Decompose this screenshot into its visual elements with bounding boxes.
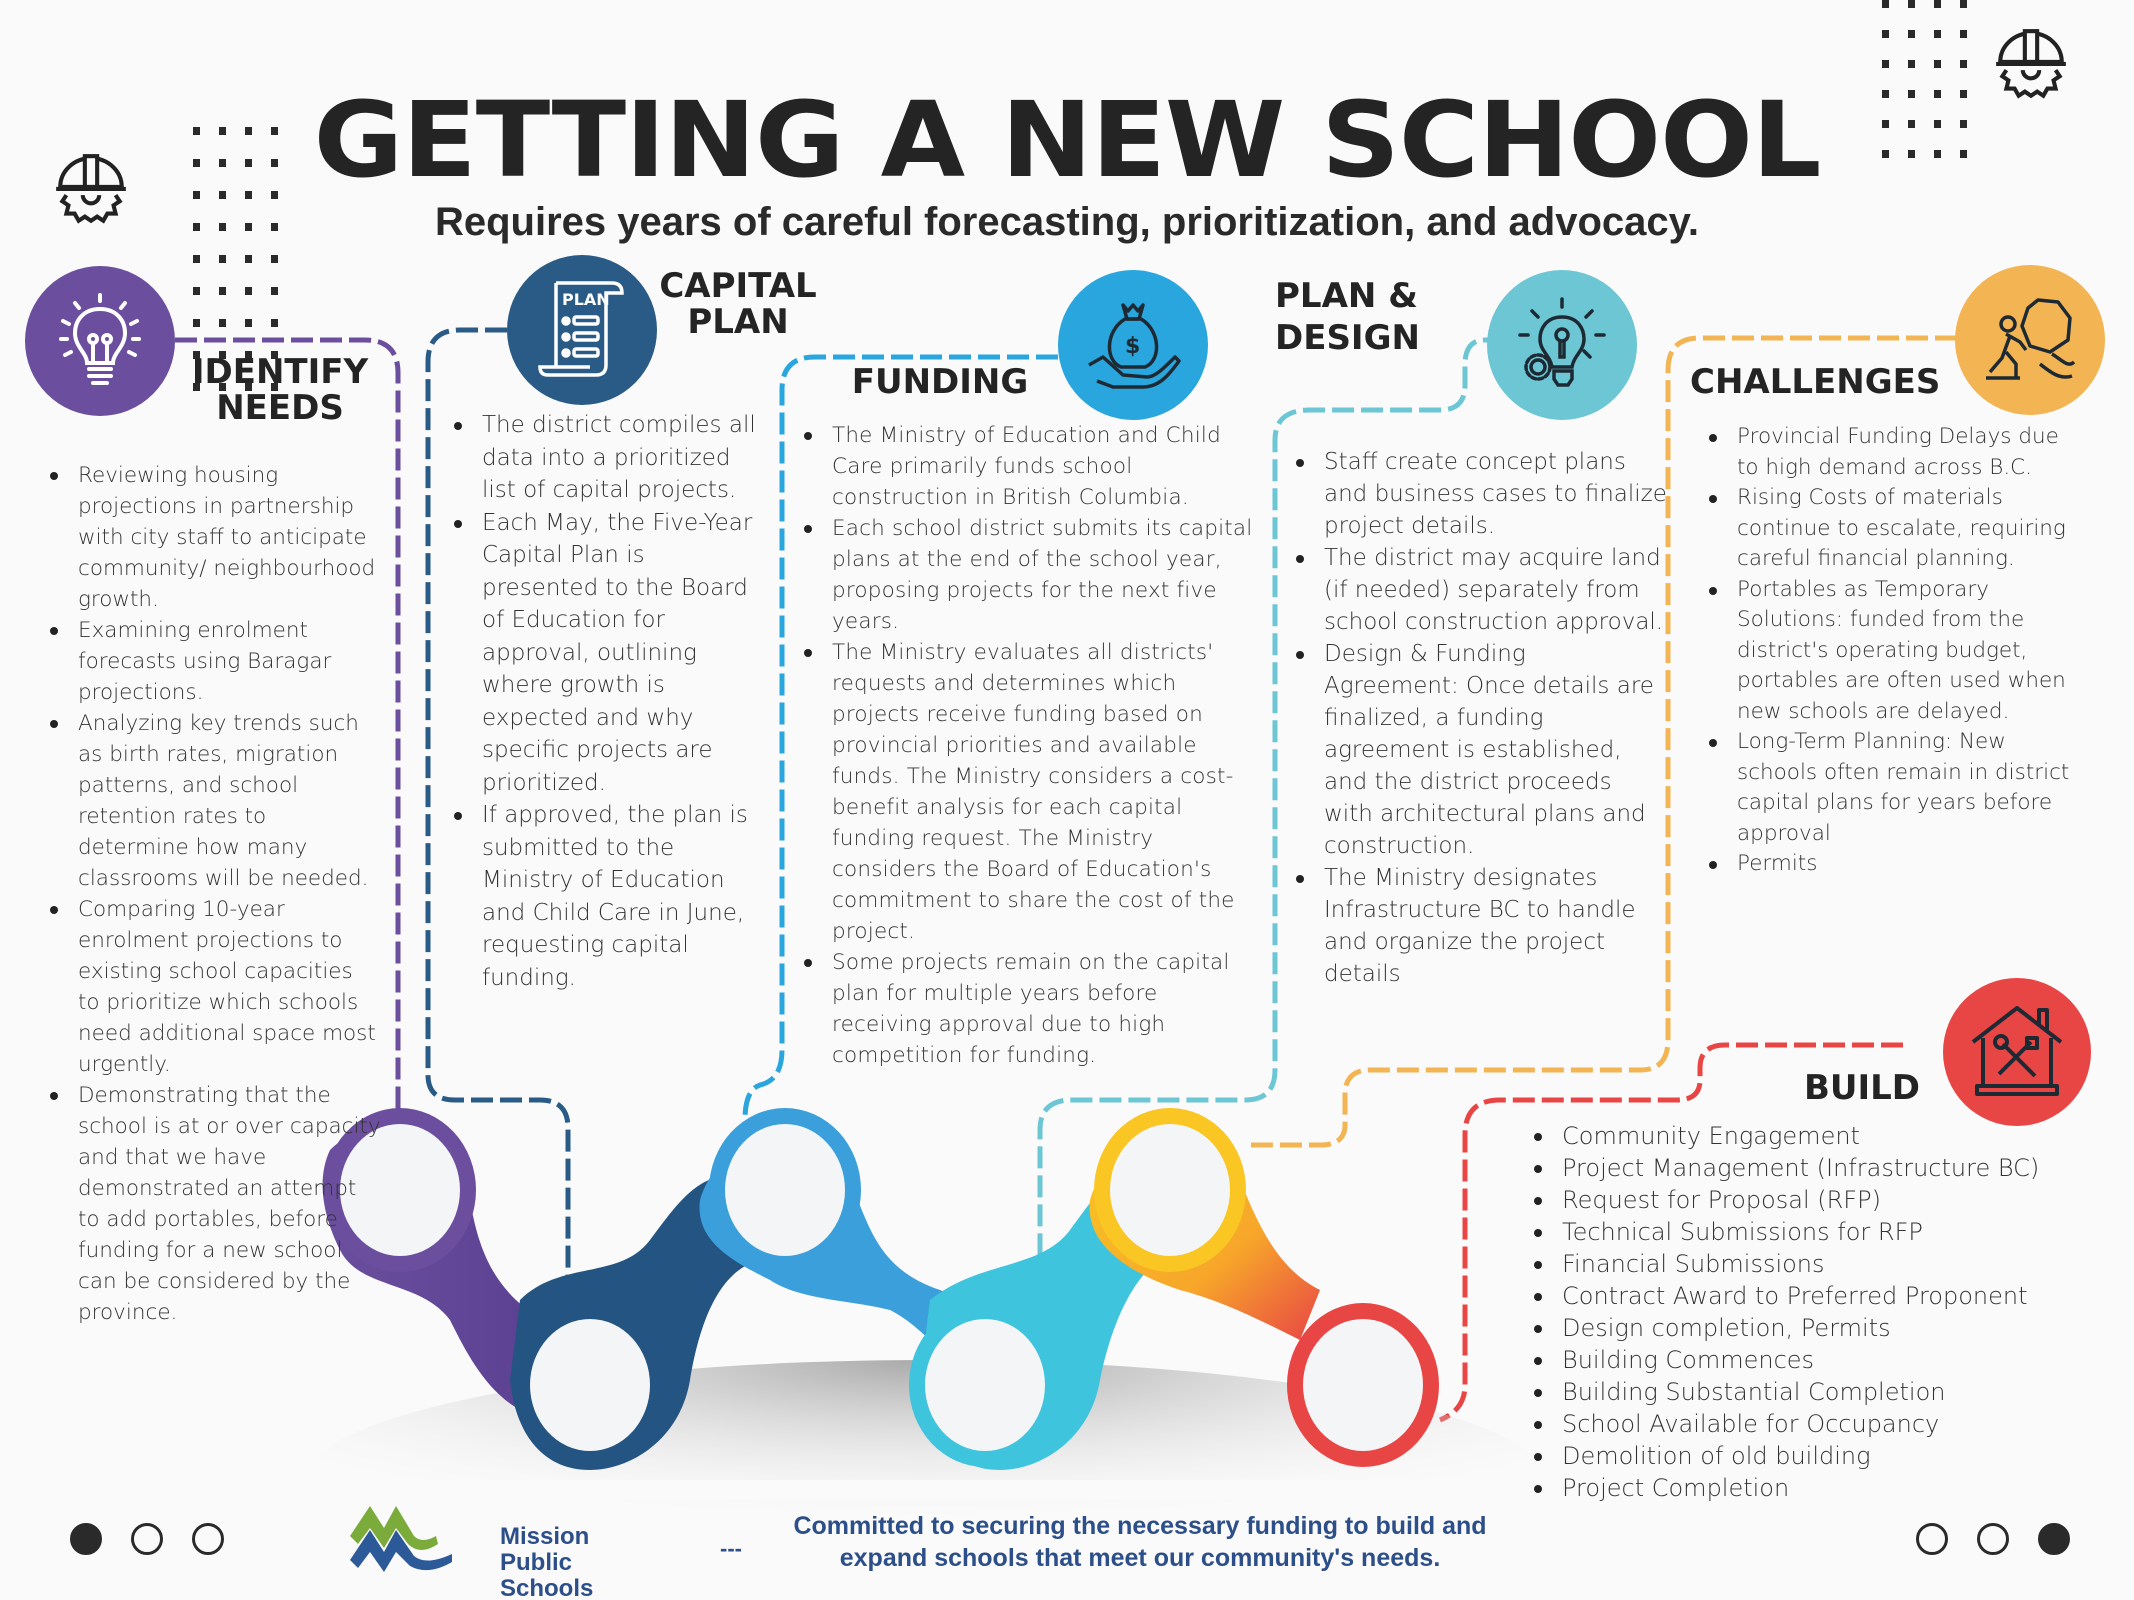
list-item: Reviewing housing projections in partnership with city staff to anticipate community/ neighbourhood growth. (46, 460, 381, 615)
svg-text:$: $ (1125, 334, 1141, 359)
identify-needs-list (46, 460, 381, 1328)
funding-list (800, 420, 1260, 1071)
funding-heading: FUNDING (851, 362, 1029, 402)
capital-plan-heading: CAPITAL PLAN (659, 266, 817, 342)
list-item: Contract Award to Preferred Proponent (1530, 1280, 2110, 1312)
list-item: Project Management (Infrastructure BC) (1530, 1152, 2110, 1184)
list-item: Rising Costs of materials continue to escalate, requiring careful financial planning. (1705, 483, 2075, 575)
plan-design-icon-circle (1487, 270, 1637, 420)
list-item: The district may acquire land (if needed) separately from school construction approval. (1292, 542, 1667, 638)
list-item: Design & Funding Agreement: Once details are finalized, a funding agreement is established, and the district proceeds with architectural plans and construction. (1292, 638, 1667, 862)
house-tools-icon (1967, 1002, 2067, 1102)
svg-text:PLAN: PLAN (562, 290, 610, 309)
list-item: Demolition of old building (1530, 1440, 2110, 1472)
list-item: Community Engagement (1530, 1120, 2110, 1152)
list-item: Demonstrating that the school is at or over capacity and that we have demonstrated an attempt to add portables, before funding for a new school can be considered by the province. (46, 1080, 381, 1328)
challenges-icon-circle (1955, 265, 2105, 415)
list-item: Financial Submissions (1530, 1248, 2110, 1280)
list-item: Project Completion (1530, 1472, 2110, 1504)
list-item: Permits (1705, 849, 2075, 880)
money-bag-hand-icon (1083, 295, 1183, 395)
identify-needs-heading: IDENTIFY NEEDS (191, 352, 369, 428)
list-item: Staff create concept plans and business cases to finalize project details. (1292, 446, 1667, 542)
list-item: Examining enrolment forecasts using Baragar projections. (46, 615, 381, 708)
list-item: Request for Proposal (RFP) (1530, 1184, 2110, 1216)
plan-design-list (1292, 446, 1667, 990)
list-item: Portables as Temporary Solutions: funded from the district's operating budget, portables are often used when new schools are delayed. (1705, 575, 2075, 728)
logo-line1: Mission (500, 1523, 590, 1550)
funding-icon-circle (1058, 270, 1208, 420)
lightbulb-gear-icon (1512, 295, 1612, 395)
person-pushing-boulder-icon (1980, 290, 2080, 390)
pager-dot-active[interactable] (70, 1523, 102, 1555)
footer-tagline: Committed to securing the necessary funding to build and expand schools that meet our community's needs. (793, 1512, 1487, 1572)
pager-left (70, 1523, 224, 1555)
pager-dot-active[interactable] (2038, 1523, 2070, 1555)
plan-design-heading: PLAN & DESIGN (1275, 276, 1420, 358)
list-item: Some projects remain on the capital plan for multiple years before receiving approval due to high competition for funding. (800, 947, 1260, 1071)
footer-separator: --- (720, 1536, 742, 1561)
page-title: GETTING A NEW SCHOOL (313, 79, 1821, 201)
identify-needs-icon-circle (25, 266, 175, 416)
list-item: The Ministry of Education and Child Care primarily funds school construction in British Columbia. (800, 420, 1260, 513)
page-subtitle: Requires years of careful forecasting, prioritization, and advocacy. (434, 200, 1700, 244)
list-item: Design completion, Permits (1530, 1312, 2110, 1344)
capital-plan-list (450, 409, 760, 994)
mountain-wave-logo-icon (348, 1500, 460, 1572)
pager-dot[interactable] (1977, 1523, 2009, 1555)
pager-dot[interactable] (1916, 1523, 1948, 1555)
capital-plan-icon-circle (507, 255, 657, 405)
list-item: Building Commences (1530, 1344, 2110, 1376)
list-item: Comparing 10-year enrolment projections to existing school capacities to prioritize which schools need additional space most urgently. (46, 894, 381, 1080)
list-item: Technical Submissions for RFP (1530, 1216, 2110, 1248)
pager-dot[interactable] (131, 1523, 163, 1555)
build-icon-circle (1943, 978, 2091, 1126)
logo-line2: Public Schools (500, 1549, 594, 1600)
list-item: Each school district submits its capital plans at the end of the school year, proposing projects for the next five years. (800, 513, 1260, 637)
list-item: If approved, the plan is submitted to the Ministry of Education and Child Care in June, requesting capital funding. (450, 799, 760, 994)
build-heading: BUILD (1803, 1068, 1921, 1108)
lightbulb-icon (55, 291, 145, 391)
list-item: Long-Term Planning: New schools often remain in district capital plans for years before approval (1705, 727, 2075, 849)
list-item: The Ministry evaluates all districts' requests and determines which projects receive funding based on provincial priorities and available funds. The Ministry considers a cost-benefit analysis for each capital funding request. The Ministry considers the Board of Education's commitment to share the cost of the project. (800, 637, 1260, 947)
list-item: School Available for Occupancy (1530, 1408, 2110, 1440)
mission-public-schools-logo (348, 1500, 668, 1600)
pager-right (1916, 1523, 2070, 1555)
list-item: Each May, the Five-Year Capital Plan is presented to the Board of Education for approval, outlining where growth is expected and why specific projects are prioritized. (450, 507, 760, 800)
list-item: The Ministry designates Infrastructure BC to handle and organize the project details (1292, 862, 1667, 990)
build-list (1530, 1120, 2110, 1504)
plan-scroll-icon (534, 275, 630, 385)
challenges-list (1705, 422, 2075, 880)
challenges-heading: CHALLENGES (1690, 362, 1941, 402)
pager-dot[interactable] (192, 1523, 224, 1555)
list-item: Provincial Funding Delays due to high demand across B.C. (1705, 422, 2075, 483)
list-item: Analyzing key trends such as birth rates, migration patterns, and school retention rates to determine how many classrooms will be needed. (46, 708, 381, 894)
list-item: Building Substantial Completion (1530, 1376, 2110, 1408)
list-item: The district compiles all data into a prioritized list of capital projects. (450, 409, 760, 507)
